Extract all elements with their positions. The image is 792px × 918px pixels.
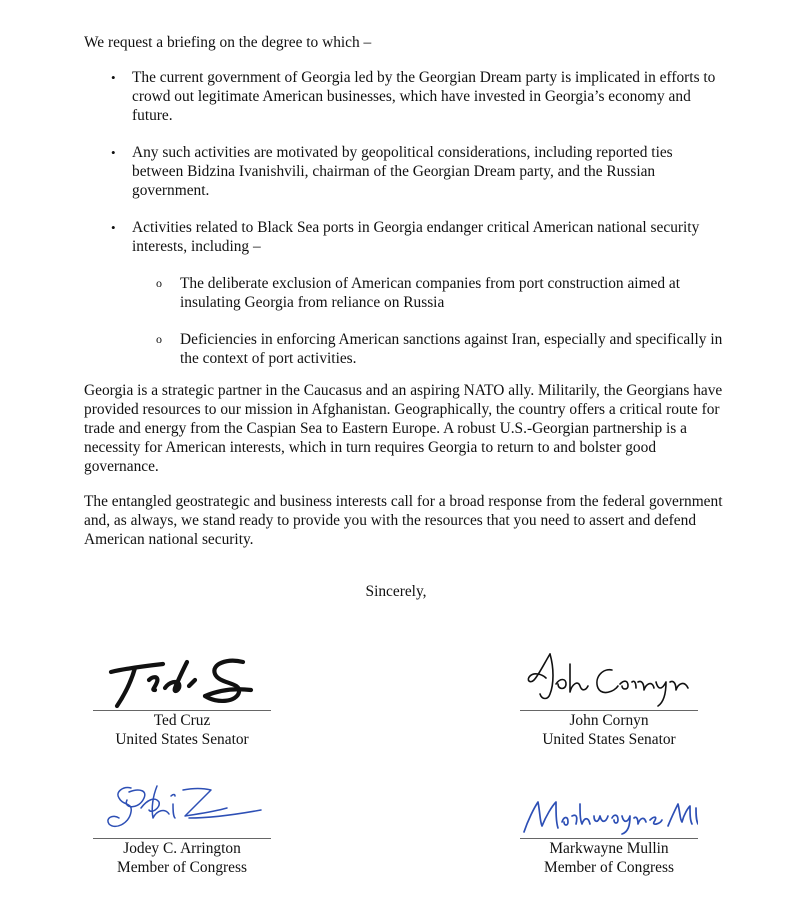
signer-title: Member of Congress xyxy=(117,859,247,876)
circle-bullet-icon: o xyxy=(156,276,162,290)
signature-line xyxy=(93,650,271,711)
signature-mullin-icon xyxy=(520,778,698,838)
paragraph-broad-response: The entangled geostrategic and business interests call for a broad response from the federal government and, as always, we stand ready to provide you with the resources that you need to assert and defend American national security. xyxy=(84,493,723,548)
intro-text: We request a briefing on the degree to which – xyxy=(84,34,372,51)
signature-line xyxy=(93,778,271,839)
sub-bullet-text: Deficiencies in enforcing American sanctions against Iran, especially and specifically in the context of port activities. xyxy=(180,331,723,367)
circle-bullet-icon: o xyxy=(156,332,162,346)
bullet-dot-icon: • xyxy=(111,70,116,85)
bullet-text: The current government of Georgia led by the Georgian Dream party is implicated in efforts to crowd out legitimate American businesses, which have invested in Georgia’s economy and future. xyxy=(132,69,716,124)
bullet-dot-icon: • xyxy=(111,220,116,235)
signature-cornyn-icon xyxy=(520,650,698,710)
signature-block-cornyn xyxy=(520,650,698,749)
sub-bullet-item xyxy=(132,330,724,368)
signer-name: John Cornyn xyxy=(569,712,649,729)
signature-block-mullin xyxy=(520,778,698,877)
sub-bullet-list xyxy=(132,274,724,368)
signature-arrington-icon xyxy=(93,778,271,838)
bullet-list xyxy=(84,68,724,386)
signature-line xyxy=(520,650,698,711)
signature-block-arrington xyxy=(93,778,271,877)
paragraph-strategic-partner: Georgia is a strategic partner in the Caucasus and an aspiring NATO ally. Militarily, the Georgians have provided resources to our mission in Afghanistan. Geographically, the country offers a critical route for trade and energy from the Caspian Sea to Eastern Europe. A robust U.S.-Georgian partnership is a necessity for American interests, which in turn requires Georgia to return to and bolster good governance. xyxy=(84,382,723,475)
bullet-item xyxy=(84,218,724,368)
signature-cruz-icon xyxy=(93,650,271,710)
signer-title: United States Senator xyxy=(542,731,676,748)
bullet-item xyxy=(84,143,724,200)
signer-title: United States Senator xyxy=(115,731,249,748)
bullet-dot-icon: • xyxy=(111,145,116,160)
bullet-text: Any such activities are motivated by geopolitical considerations, including reported ties between Bidzina Ivanishvili, chairman of the Georgian Dream party, and the Russian government. xyxy=(132,144,673,199)
sub-bullet-item xyxy=(132,274,724,312)
signer-title: Member of Congress xyxy=(544,859,674,876)
signer-name: Ted Cruz xyxy=(153,712,211,729)
signer-name: Markwayne Mullin xyxy=(549,840,669,857)
signature-block-cruz xyxy=(93,650,271,749)
closing-salutation: Sincerely, xyxy=(365,583,427,600)
bullet-text: Activities related to Black Sea ports in Georgia endanger critical American national security interests, including – xyxy=(132,219,700,255)
bullet-item xyxy=(84,68,724,125)
signer-name: Jodey C. Arrington xyxy=(123,840,241,857)
signature-line xyxy=(520,778,698,839)
sub-bullet-text: The deliberate exclusion of American companies from port construction aimed at insulating Georgia from reliance on Russia xyxy=(180,275,681,311)
